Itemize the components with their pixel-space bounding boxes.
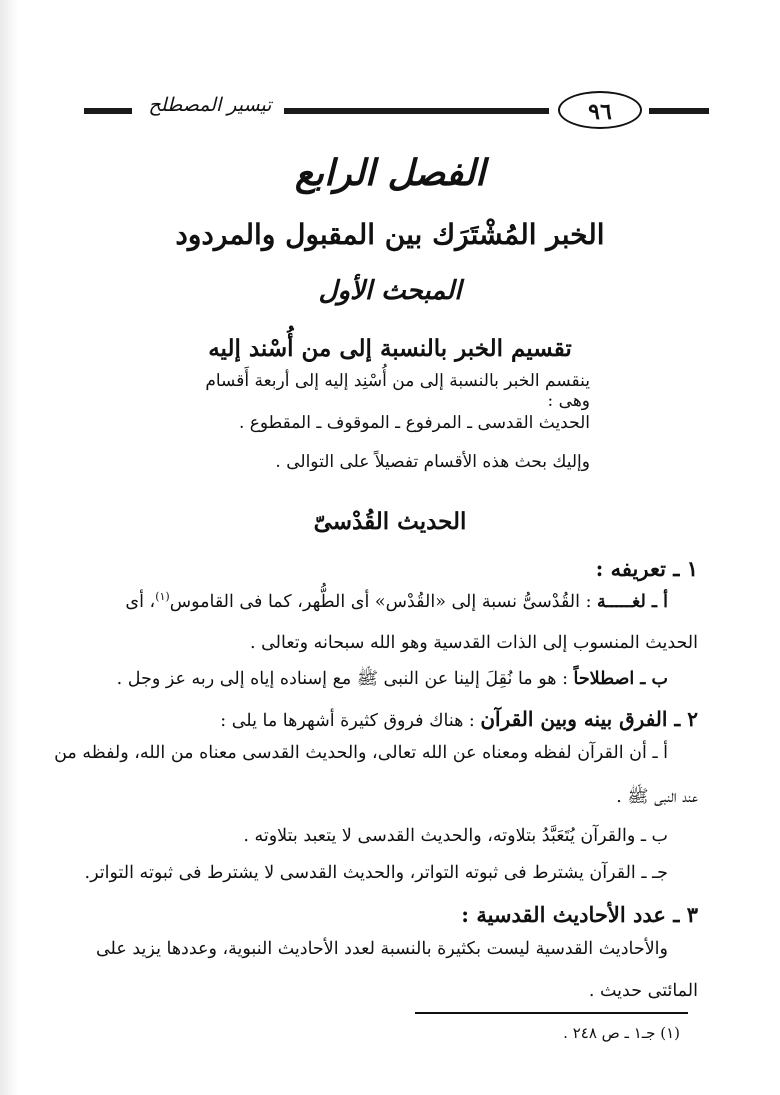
- definition-linguistic-end: ، أى: [125, 591, 156, 612]
- definition-technical-label: ب ـ اصطلاحاً: [573, 669, 668, 689]
- chapter-subtitle: الخبر المُشْتَرَك بين المقبول والمردود: [175, 218, 605, 251]
- header-rule: [84, 108, 132, 114]
- intro-line: وإليك بحث هذه الأقسام تفصيلاً على التوالى .: [275, 452, 590, 472]
- definition-technical: [68, 668, 668, 691]
- difference-a: أ ـ أن القرآن لفظه ومعناه عن الله تعالى، والحديث القدسى معناه من الله، ولفظه من: [54, 743, 668, 763]
- header-rule: [284, 108, 549, 114]
- hadith-qudsi-title: الحديث القُدْسىّ: [313, 508, 467, 535]
- count-heading: ٣ ـ عدد الأحاديث القدسية :: [461, 902, 698, 927]
- page-header: [84, 86, 704, 136]
- definition-linguistic-label: أ ـ لغـــــة: [597, 591, 668, 612]
- intro-line: الحديث القدسى ـ المرفوع ـ الموقوف ـ المقطوع .: [238, 413, 590, 433]
- difference-c: جـ ـ القرآن يشترط فى ثبوته التواتر، والحديث القدسى لا يشترط فى ثبوته التواتر.: [84, 863, 668, 883]
- definition-linguistic: [68, 590, 668, 614]
- subsection-title: تقسيم الخبر بالنسبة إلى من أُسْند إليه: [208, 335, 572, 362]
- definition-linguistic-text: : القُدْسىُّ نسبة إلى «القُدْس» أى الطُّهر، كما فى القاموس: [169, 591, 598, 612]
- count-text-cont: المائتى حديث .: [588, 981, 698, 1001]
- definition-linguistic-cont: الحديث المنسوب إلى الذات القدسية وهو الله سبحانه وتعالى .: [249, 633, 698, 653]
- definition-technical-text: : هو ما نُقِلَ إلينا عن النبى ﷺ مع إسناده إياه إلى ربه عز وجل .: [116, 669, 574, 689]
- difference-b: ب ـ والقرآن يُتَعَبَّدُ بتلاوته، والحديث القدسى لا يتعبد بتلاوته .: [243, 826, 668, 846]
- footnote: (١) جـ١ ـ ص ٢٤٨ .: [563, 1024, 680, 1042]
- footnote-rule: [415, 1012, 688, 1014]
- difference-intro: : هناك فروق كثيرة أشهرها ما يلى :: [220, 711, 481, 731]
- count-text: والأحاديث القدسية ليست بكثيرة بالنسبة لعدد الأحاديث النبوية، وعددها يزيد على: [95, 939, 668, 959]
- section-title: المبحث الأول: [318, 276, 462, 306]
- difference-a-cont: عند النبى ﷺ .: [616, 787, 698, 807]
- running-title: تيسير المصطلح: [148, 94, 272, 116]
- chapter-title: الفصل الرابع: [294, 152, 486, 194]
- difference-heading: ٢ ـ الفرق بينه وبين القرآن: [480, 707, 698, 731]
- footnote-ref[interactable]: (١): [155, 590, 170, 603]
- difference-heading-line: [18, 706, 698, 733]
- intro-line: ينقسم الخبر بالنسبة إلى من أُسْنِد إليه إلى أربعة أَقسام وهى :: [205, 371, 590, 411]
- page-number: ٩٦: [558, 91, 642, 129]
- header-rule: [649, 108, 709, 114]
- definition-heading: ١ ـ تعريفه :: [595, 556, 698, 581]
